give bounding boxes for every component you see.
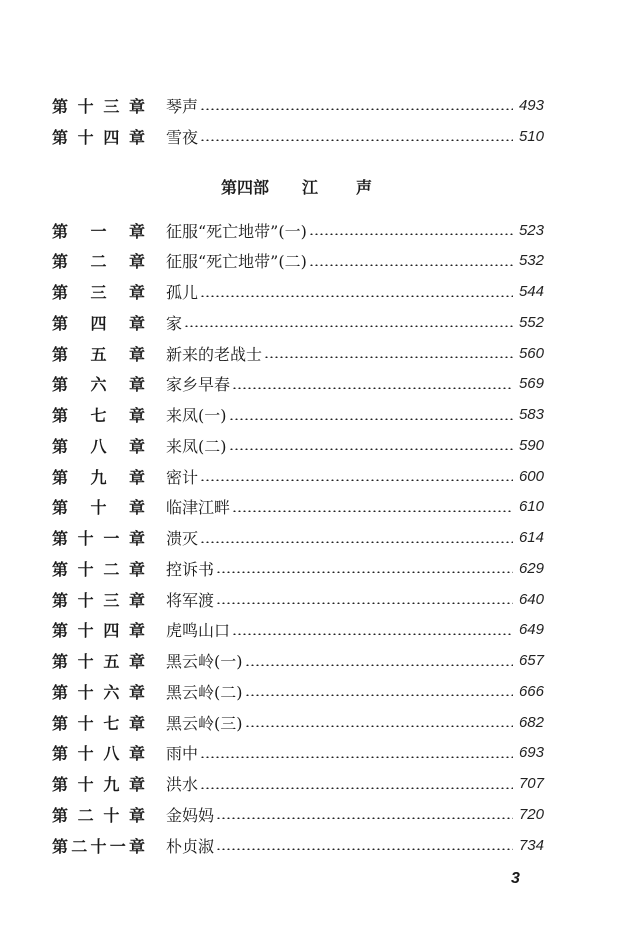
dot-leader xyxy=(200,756,513,758)
chapter-title: 朴贞淑 xyxy=(166,836,215,856)
dot-leader xyxy=(245,725,513,727)
chapter-label: 第十一章 xyxy=(52,529,145,548)
page-ref: 523 xyxy=(518,221,544,239)
dot-leader xyxy=(200,787,513,789)
chapter-title: 虎鸣山口 xyxy=(166,621,231,641)
dot-leader xyxy=(216,571,513,573)
chapter-label: 第十八章 xyxy=(52,744,145,764)
chapter-label: 第七章 xyxy=(52,406,145,425)
toc-entry xyxy=(52,280,544,304)
page-ref: 600 xyxy=(518,467,544,485)
page-ref: 532 xyxy=(518,252,544,270)
chapter-label: 第六章 xyxy=(52,375,145,395)
chapter-title: 家乡早春 xyxy=(166,375,231,395)
chapter-title: 琴声 xyxy=(166,96,199,116)
dot-leader xyxy=(184,325,513,327)
dot-leader xyxy=(245,664,513,666)
chapter-label: 第九章 xyxy=(52,467,145,487)
chapter-label: 第三章 xyxy=(52,283,145,302)
dot-leader xyxy=(216,602,513,604)
chapter-label: 第十六章 xyxy=(52,682,145,702)
page-number: 3 xyxy=(511,870,520,887)
toc-entry xyxy=(52,310,544,334)
page-ref: 552 xyxy=(518,313,544,331)
toc-entry xyxy=(52,93,544,117)
chapter-label: 第一章 xyxy=(52,221,145,241)
chapter-title: 将军渡 xyxy=(166,590,215,610)
toc-entry xyxy=(52,495,544,519)
chapter-label: 第十章 xyxy=(52,498,145,518)
dot-leader xyxy=(232,633,513,635)
toc-entry xyxy=(52,403,544,427)
dot-leader xyxy=(229,418,513,420)
toc-entry xyxy=(52,679,544,703)
chapter-label: 第二十一章 xyxy=(52,836,145,856)
chapter-title: 控诉书 xyxy=(166,559,215,579)
toc-entry xyxy=(52,587,544,611)
page-ref: 590 xyxy=(518,436,544,454)
toc-entry xyxy=(52,649,544,673)
chapter-title: 新来的老战士 xyxy=(166,344,263,364)
chapter-label: 第十三章 xyxy=(52,590,145,610)
page-ref: 583 xyxy=(518,406,544,423)
toc-entry xyxy=(52,618,544,642)
chapter-label: 第十四章 xyxy=(52,621,145,641)
chapter-label: 第八章 xyxy=(52,436,145,456)
chapter-title: 黑云岭(二) xyxy=(166,682,243,702)
chapter-label: 第四章 xyxy=(52,313,145,333)
toc-entry xyxy=(52,710,544,734)
chapter-title: 征服“死亡地带”(一) xyxy=(166,221,307,241)
dot-leader xyxy=(200,108,513,110)
dot-leader xyxy=(200,541,513,543)
page-ref: 610 xyxy=(518,498,544,516)
toc-entry xyxy=(52,741,544,765)
page-ref: 569 xyxy=(518,375,544,393)
page-ref: 720 xyxy=(518,805,544,823)
page-ref: 682 xyxy=(518,713,544,731)
toc-entry xyxy=(52,218,544,242)
chapter-label: 第二十章 xyxy=(52,805,145,825)
page-ref: 640 xyxy=(518,590,544,608)
chapter-title: 金妈妈 xyxy=(166,805,215,825)
chapter-title: 临津江畔 xyxy=(166,498,231,518)
chapter-label: 第十四章 xyxy=(52,127,145,147)
page-ref: 544 xyxy=(518,283,544,300)
page-ref: 707 xyxy=(518,775,544,792)
page-ref: 657 xyxy=(518,652,544,669)
chapter-label: 第十三章 xyxy=(52,96,145,116)
toc-entry xyxy=(52,341,544,365)
toc-entry xyxy=(52,772,544,796)
page-ref: 493 xyxy=(518,96,544,114)
page-ref: 614 xyxy=(518,529,544,546)
chapter-title: 征服“死亡地带”(二) xyxy=(166,252,307,272)
page-ref: 510 xyxy=(518,127,544,145)
chapter-label: 第十九章 xyxy=(52,775,145,794)
chapter-title: 来凤(一) xyxy=(166,406,227,425)
dot-leader xyxy=(264,356,513,358)
dot-leader xyxy=(200,479,513,481)
dot-leader xyxy=(309,233,513,235)
toc-entry xyxy=(52,433,544,457)
dot-leader xyxy=(232,510,513,512)
toc-entry xyxy=(52,249,544,273)
toc-entry xyxy=(52,556,544,580)
toc-entry xyxy=(52,372,544,396)
chapter-title: 密计 xyxy=(166,467,199,487)
dot-leader xyxy=(200,139,513,141)
dot-leader xyxy=(245,694,513,696)
part-title-char: 江 xyxy=(302,178,319,197)
toc-entry xyxy=(52,833,544,857)
chapter-label: 第二章 xyxy=(52,252,145,272)
chapter-title: 洪水 xyxy=(166,775,199,794)
toc-entry xyxy=(52,526,544,550)
page-ref: 666 xyxy=(518,682,544,700)
chapter-title: 来凤(二) xyxy=(166,436,227,456)
chapter-title: 溃灭 xyxy=(166,529,199,548)
toc-entry xyxy=(52,124,544,148)
chapter-label: 第五章 xyxy=(52,344,145,364)
part-label: 第四部 xyxy=(221,178,270,197)
dot-leader xyxy=(200,295,513,297)
chapter-title: 雪夜 xyxy=(166,127,199,147)
dot-leader xyxy=(216,817,513,819)
page-ref: 629 xyxy=(518,559,544,577)
dot-leader xyxy=(309,264,513,266)
toc-entry xyxy=(52,464,544,488)
page-ref: 649 xyxy=(518,621,544,639)
chapter-label: 第十七章 xyxy=(52,713,145,733)
chapter-title: 孤儿 xyxy=(166,283,199,302)
page-ref: 734 xyxy=(518,836,544,854)
chapter-title: 家 xyxy=(166,313,183,333)
dot-leader xyxy=(232,387,513,389)
chapter-title: 雨中 xyxy=(166,744,199,764)
chapter-title: 黑云岭(一) xyxy=(166,652,243,671)
toc-entry xyxy=(52,802,544,826)
page-ref: 693 xyxy=(518,744,544,762)
dot-leader xyxy=(229,448,513,450)
chapter-label: 第十二章 xyxy=(52,559,145,579)
dot-leader xyxy=(216,848,513,850)
part-title-char: 声 xyxy=(356,178,373,197)
chapter-label: 第十五章 xyxy=(52,652,145,671)
page-ref: 560 xyxy=(518,344,544,362)
chapter-title: 黑云岭(三) xyxy=(166,713,243,733)
